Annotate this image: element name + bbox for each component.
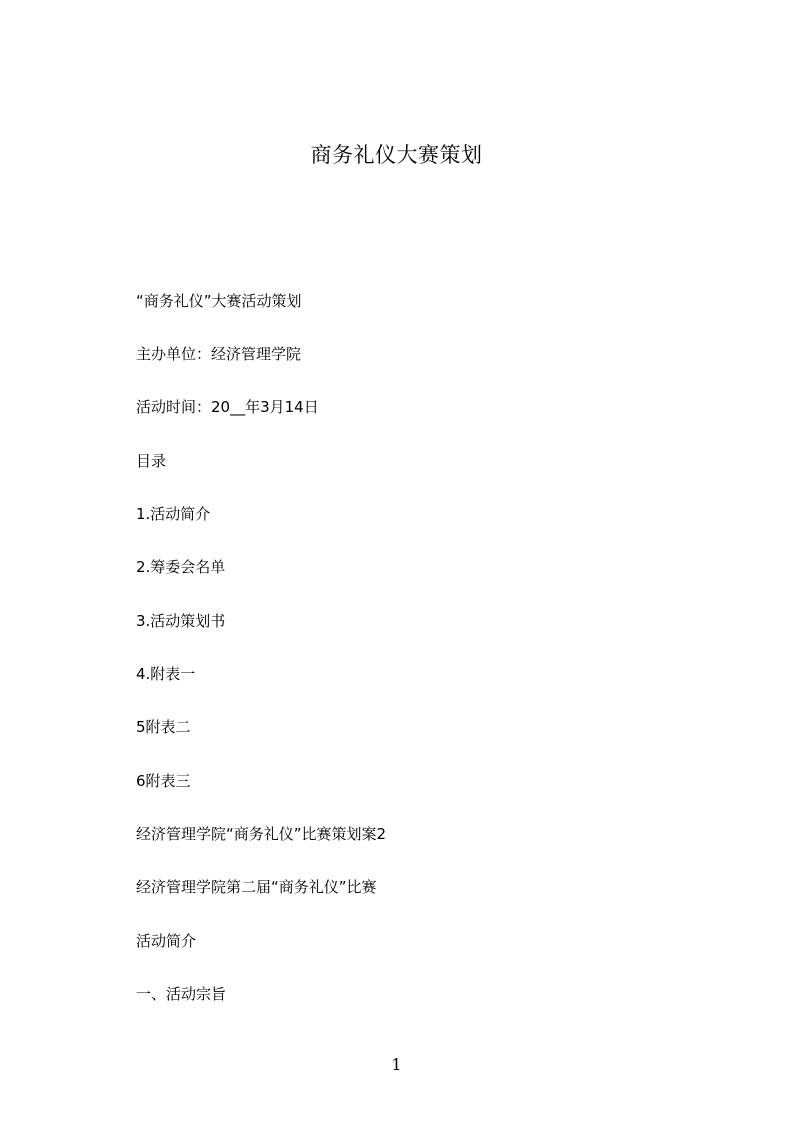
toc-heading: 目录: [136, 452, 167, 470]
plan-title-line: 经济管理学院“商务礼仪”比赛策划案2: [136, 825, 387, 843]
toc-item: 6附表三: [136, 772, 191, 790]
toc-item: 5附表二: [136, 718, 191, 736]
toc-item: 2.筹委会名单: [136, 558, 226, 576]
subsection-heading: 一、活动宗旨: [136, 985, 227, 1003]
event-plan-heading: “商务礼仪”大赛活动策划: [136, 292, 302, 310]
document-title: 商务礼仪大赛策划: [310, 143, 483, 167]
page-number: 1: [391, 1055, 402, 1074]
section-heading: 活动简介: [136, 932, 197, 950]
competition-title-line: 经济管理学院第二届“商务礼仪”比赛: [136, 878, 377, 896]
toc-item: 3.活动策划书: [136, 612, 226, 630]
organizer-line: 主办单位：经济管理学院: [136, 345, 302, 363]
toc-item: 1.活动简介: [136, 505, 211, 523]
toc-item: 4.附表一: [136, 665, 196, 683]
event-date-line: 活动时间：20__年3月14日: [136, 398, 319, 416]
